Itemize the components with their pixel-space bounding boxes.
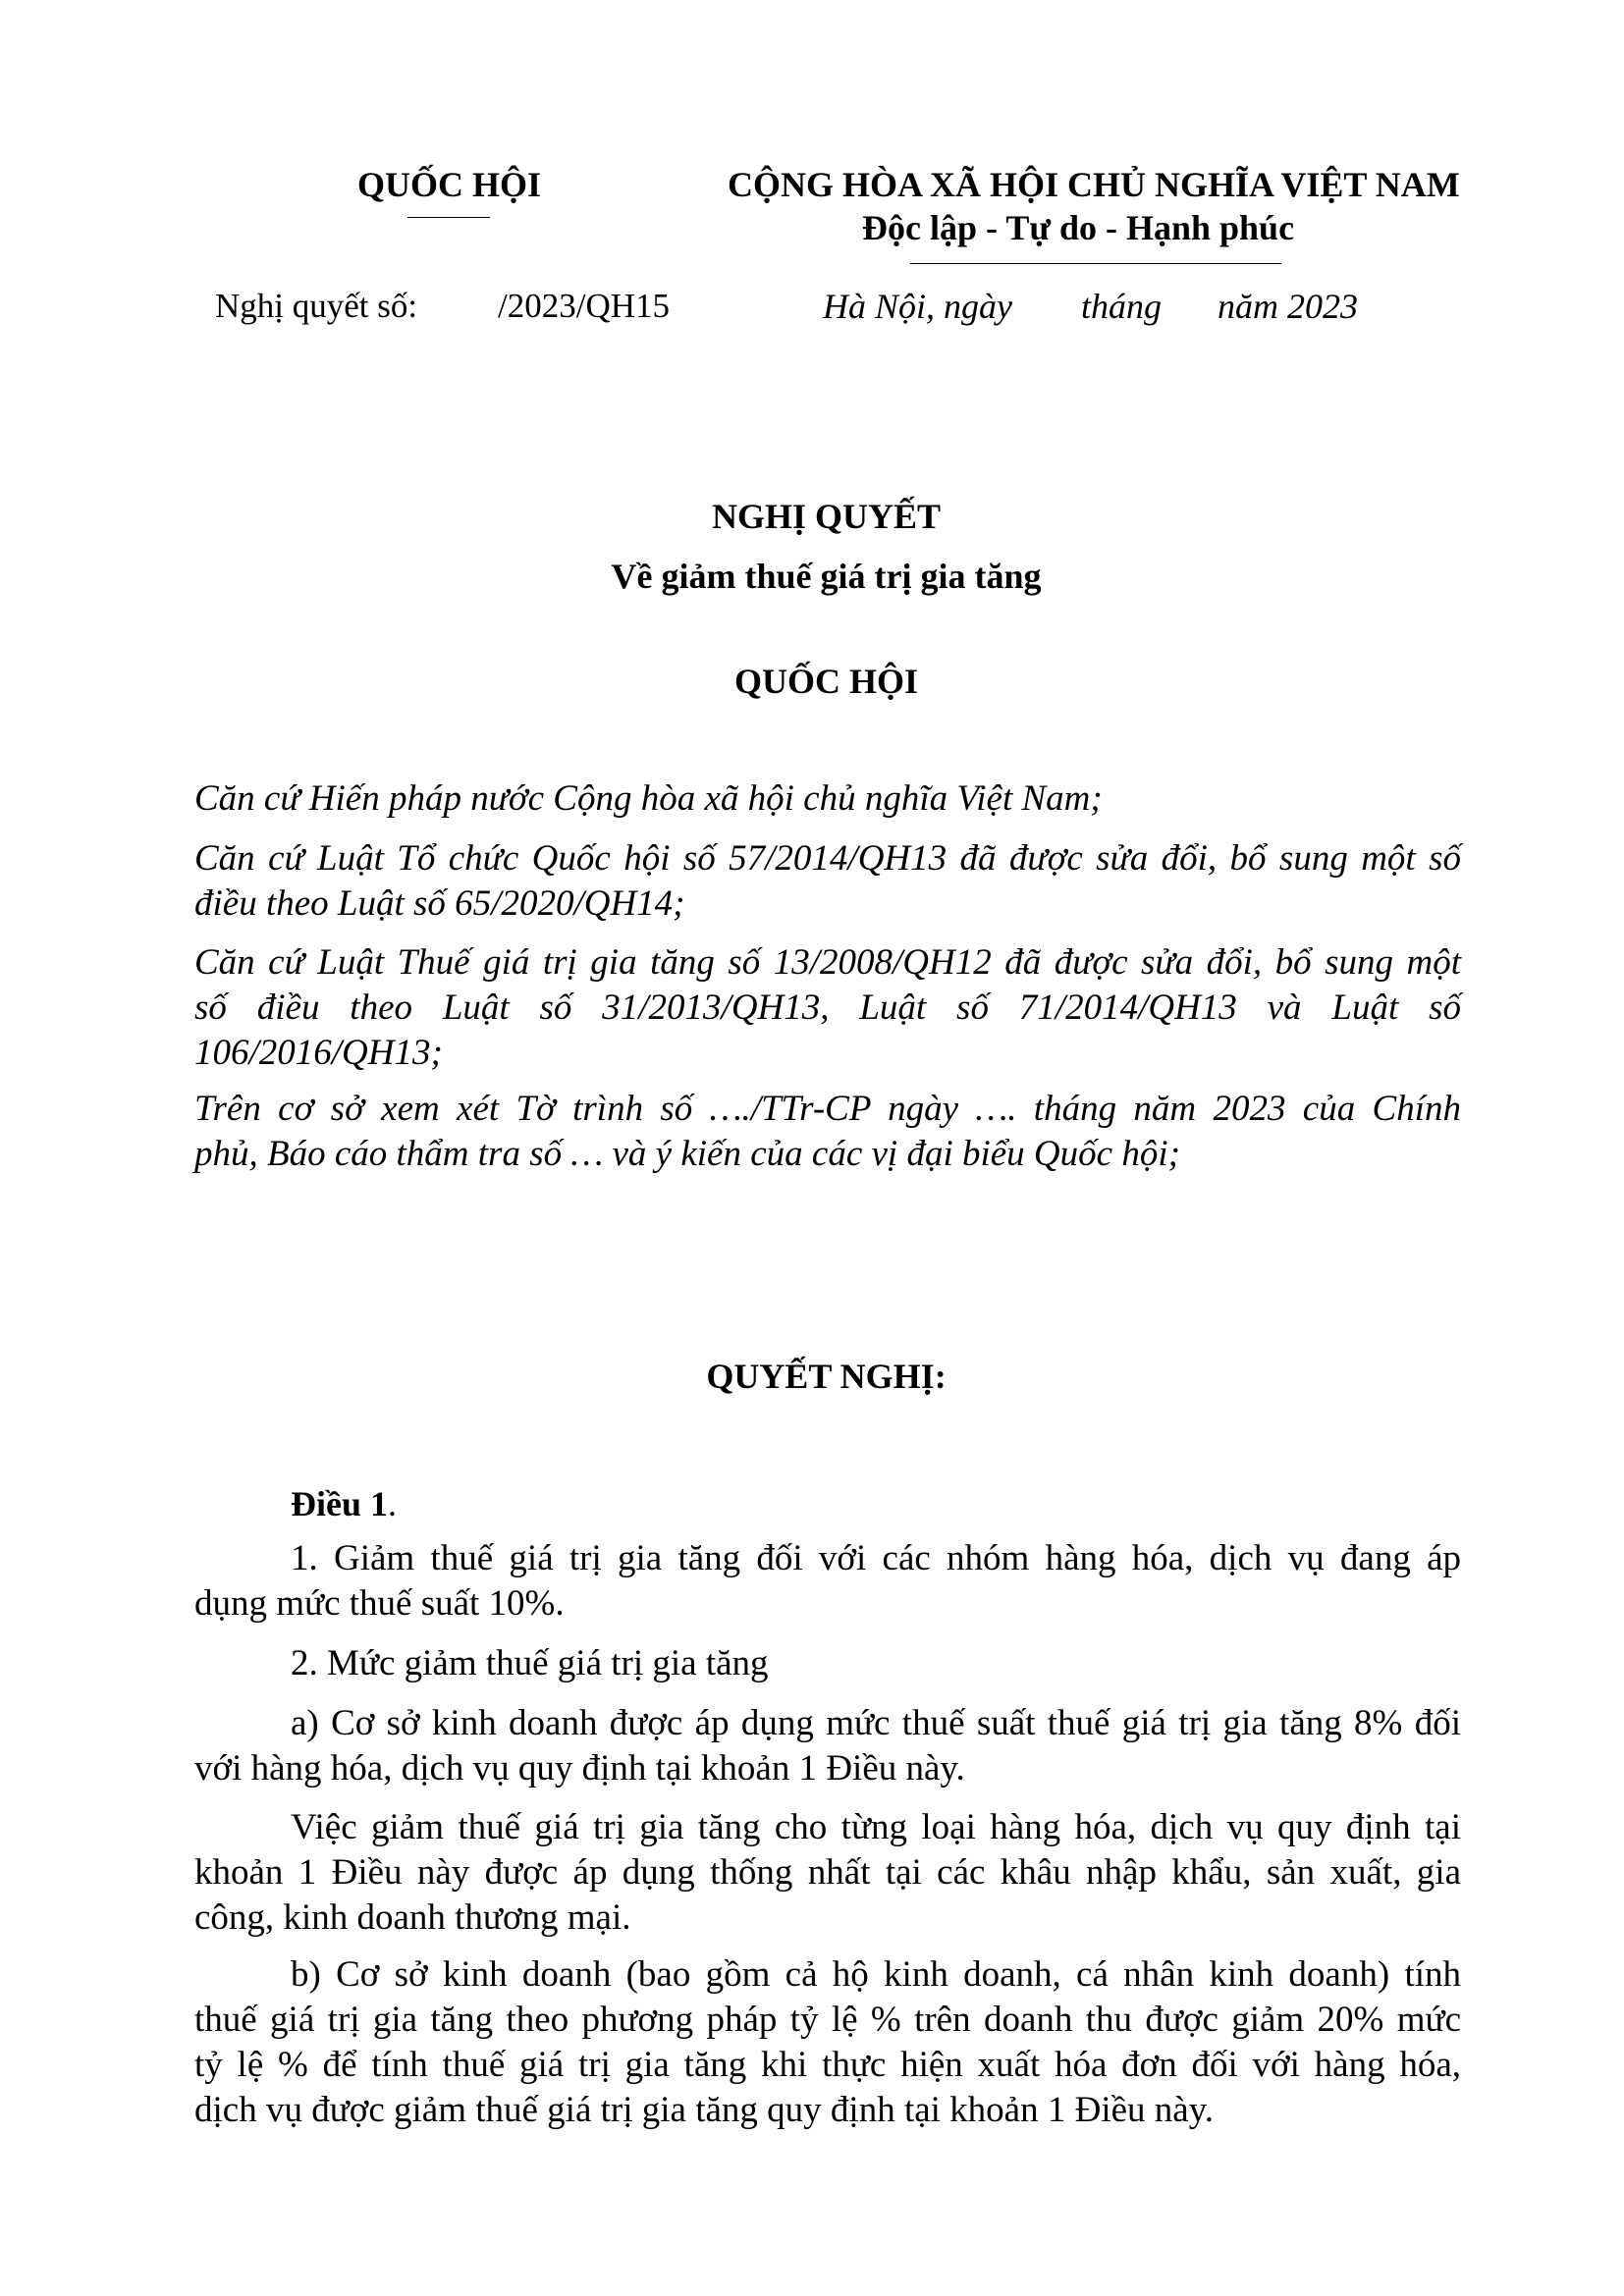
resolution-number-label: Nghị quyết số:	[215, 287, 418, 325]
issuer-heading: QUỐC HỘI	[733, 662, 918, 701]
article-line: Việc giảm thuế giá trị gia tăng cho từng loại hàng hóa, dịch vụ quy định tại	[291, 1807, 1461, 1847]
article-label: Điều 1	[291, 1484, 388, 1523]
resolution-number: /2023/QH15	[498, 287, 670, 325]
national-title: CỘNG HÒA XÃ HỘI CHỦ NGHĨA VIỆT NAM	[728, 165, 1460, 204]
preamble-line: Căn cứ Luật Tổ chức Quốc hội số 57/2014/QH13 đã được sửa đổi, bổ sung một số	[194, 838, 1461, 879]
preamble-item	[194, 940, 1461, 1076]
article-line: dụng mức thuế suất 10%.	[194, 1583, 565, 1624]
preamble-item	[194, 836, 1461, 927]
preamble-item	[194, 1087, 1461, 1177]
article-paragraph	[194, 1536, 1461, 1627]
preamble-line: số điều theo Luật số 31/2013/QH13, Luật số 71/2014/QH13 và Luật số	[194, 988, 1461, 1028]
motto-underline	[910, 263, 1281, 264]
article-line: 1. Giảm thuế giá trị gia tăng đối với các nhóm hàng hóa, dịch vụ đang áp	[291, 1538, 1461, 1578]
article-line: khoản 1 Điều này được áp dụng thống nhất tại các khâu nhập khẩu, sản xuất, gia	[194, 1852, 1461, 1893]
preamble-line: Căn cứ Luật Thuế giá trị gia tăng số 13/2008/QH12 đã được sửa đổi, bổ sung một	[194, 942, 1461, 983]
preamble-line: phủ, Báo cáo thẩm tra số … và ý kiến của các vị đại biểu Quốc hội;	[194, 1134, 1180, 1174]
document-type: NGHỊ QUYẾT	[711, 497, 942, 536]
preamble-item	[194, 776, 1461, 822]
place-date-month: tháng	[1081, 287, 1163, 326]
article-paragraph	[194, 1641, 1461, 1686]
preamble-line: điều theo Luật số 65/2020/QH14;	[194, 883, 685, 924]
article-paragraph	[194, 1952, 1461, 2133]
place-date-year: năm 2023	[1218, 287, 1358, 326]
article-line: a) Cơ sở kinh doanh được áp dụng mức thuế suất thuế giá trị gia tăng 8% đối	[291, 1703, 1461, 1743]
issuing-body: QUỐC HỘI	[357, 165, 542, 204]
article-paragraph	[194, 1805, 1461, 1941]
article-line: b) Cơ sở kinh doanh (bao gồm cả hộ kinh doanh, cá nhân kinh doanh) tính	[291, 1954, 1461, 1995]
national-motto: Độc lập - Tự do - Hạnh phúc	[862, 208, 1295, 247]
article-line: dịch vụ được giảm thuế giá trị gia tăng quy định tại khoản 1 Điều này.	[194, 2090, 1215, 2130]
article-paragraph	[194, 1701, 1461, 1791]
article-line: công, kinh doanh thương mại.	[194, 1897, 631, 1938]
preamble-line: Căn cứ Hiến pháp nước Cộng hòa xã hội chủ nghĩa Việt Nam;	[194, 778, 1103, 819]
article-line: 2. Mức giảm thuế giá trị gia tăng	[291, 1643, 769, 1683]
article-line: tỷ lệ % để tính thuế giá trị gia tăng khi thực hiện xuất hóa đơn đối với hàng hóa,	[194, 2045, 1461, 2085]
preamble-line: Trên cơ sở xem xét Tờ trình số …./TTr-CP ngày …. tháng năm 2023 của Chính	[194, 1089, 1461, 1129]
article-label-period: .	[388, 1484, 397, 1523]
decision-heading: QUYẾT NGHỊ:	[706, 1357, 947, 1396]
article-heading	[291, 1482, 397, 1525]
issuing-body-underline	[407, 217, 490, 218]
preamble-line: 106/2016/QH13;	[194, 1033, 443, 1073]
article-line: với hàng hóa, dịch vụ quy định tại khoản 1 Điều này.	[194, 1748, 965, 1789]
article-line: thuế giá trị gia tăng theo phương pháp tỷ lệ % trên doanh thu được giảm 20% mức	[194, 2000, 1461, 2040]
document-subject: Về giảm thuế giá trị gia tăng	[611, 557, 1042, 596]
place-date-city: Hà Nội, ngày	[823, 287, 1012, 326]
